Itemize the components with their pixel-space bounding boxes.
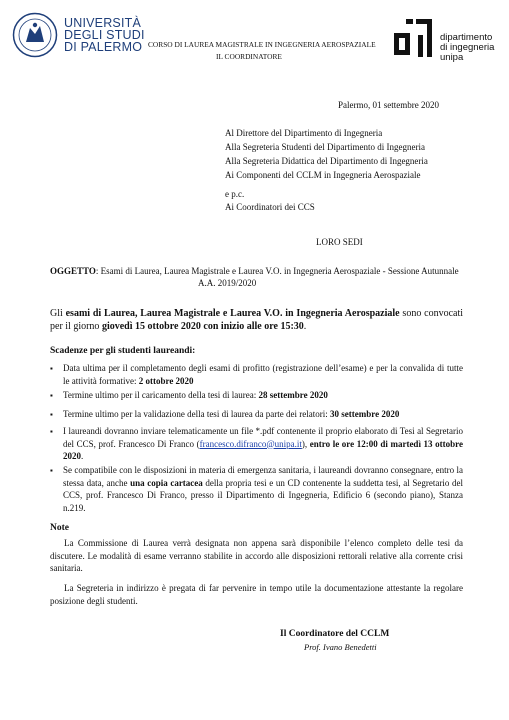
department-name — [440, 33, 494, 63]
date-line: Palermo, 01 settembre 2020 — [338, 100, 439, 110]
deadline-text: Se compatibile con le disposizioni in materia di emergenza sanitaria, i laureandi dovranno consegnare, entro la stessa data, anche — [63, 465, 463, 488]
deadline-date: 2 ottobre 2020 — [138, 375, 194, 386]
deadline-date: entro le ore 12:00 di martedì 13 ottobre 2020 — [63, 438, 463, 461]
department-name-line: di ingegneria — [440, 42, 495, 53]
bullet-icon — [50, 411, 56, 417]
addressee: Al Direttore del Dipartimento di Ingegneria — [225, 128, 383, 138]
intro-bold: esami di Laurea, Laurea Magistrale e Laurea V.O. in Ingegneria Aerospaziale — [65, 308, 400, 319]
bullet-icon — [50, 428, 56, 434]
deadline-text: Data ultima per il completamento degli esami di profitto (registrazione dell’esame) e per la convalida di tutte le attività formative: — [63, 363, 463, 386]
deadline-date: 30 settembre 2020 — [330, 409, 400, 419]
department-logo — [392, 15, 494, 63]
intro-date: giovedì 15 ottobre 2020 con inizio alle ore 15:30 — [101, 321, 304, 332]
deadline-text: . — [81, 451, 84, 461]
deadline-item — [63, 408, 463, 421]
deadline-item — [63, 362, 463, 387]
cc-label: e p.c. — [225, 189, 245, 199]
deadline-text: Termine ultimo per il caricamento della tesi di laurea: — [63, 390, 259, 400]
university-logo — [12, 12, 145, 58]
deadline-item — [63, 425, 463, 463]
loro-sedi: LORO SEDI — [316, 237, 363, 247]
signature-role: Il Coordinatore del CCLM — [280, 629, 390, 639]
course-title: CORSO DI LAUREA MAGISTRALE IN INGEGNERIA AEROSPAZIALE — [148, 40, 376, 49]
note-paragraph: La Commissione di Laurea verrà designata non appena sarà disponibile l’elenco completo delle tesi da discutere. Le modalità di esame verranno stabilite in accordo alle disposizioni rettorali relative alla corrente crisi sanitaria. — [50, 538, 463, 573]
deadline-text: Termine ultimo per la validazione della tesi di laurea da parte dei relatori: — [63, 409, 331, 419]
deadline-text: I laureandi dovranno inviare telematicamente un file *.pdf contenente il proprio elaborato di Tesi al Segretario del CCS, prof. Francesco Di Franco ( — [63, 426, 463, 449]
signature-name: Prof. Ivano Benedetti — [304, 642, 377, 652]
cc-addressee: Ai Coordinatori dei CCS — [225, 202, 315, 212]
bullet-icon — [50, 392, 56, 398]
addressee: Alla Segreteria Studenti del Dipartimento di Ingegneria — [225, 142, 425, 152]
note-paragraph: La Segreteria in indirizzo è pregata di far pervenire in tempo utile la documentazione attestante la regolare posizione degli studenti. — [50, 583, 463, 606]
department-name-line: dipartimento — [440, 32, 493, 43]
deadline-item — [63, 464, 463, 514]
department-mark-icon — [392, 15, 434, 63]
bullet-icon — [50, 365, 56, 371]
university-name-line: DEGLI STUDI — [64, 28, 145, 42]
deadline-text: ), — [301, 438, 310, 449]
email-link[interactable]: francesco.difranco@unipa.it — [199, 438, 302, 449]
intro-text: . — [303, 321, 307, 332]
university-name-line: DI PALERMO — [64, 40, 143, 54]
subject-label: OGGETTO — [50, 266, 96, 276]
addressee: Alla Segreteria Didattica del Dipartimento di Ingegneria — [225, 156, 428, 166]
note-title: Note — [50, 523, 69, 533]
deadline-bold: una copia cartacea — [130, 477, 203, 488]
bullet-icon — [50, 467, 56, 473]
coordinator-title: IL COORDINATORE — [216, 52, 282, 61]
university-seal-icon — [12, 12, 58, 58]
deadlines-title: Scadenze per gli studenti laureandi: — [50, 346, 196, 356]
deadline-item — [63, 389, 463, 402]
deadline-text: della propria tesi e un CD contenente la suddetta tesi, al Segretario del CCS, prof. Francesco Di Franco, presso il Dipartimento di Ingegneria, Edificio 6 (secondo piano), Stanza n.219. — [63, 477, 463, 513]
university-name — [64, 17, 145, 53]
intro-text: Gli — [50, 308, 66, 319]
deadline-date: 28 settembre 2020 — [258, 390, 328, 400]
intro-paragraph — [50, 307, 463, 333]
subject-year: A.A. 2019/2020 — [198, 278, 257, 288]
intro-text: sono convocati per il giorno — [50, 308, 464, 332]
subject-text: : Esami di Laurea, Laurea Magistrale e Laurea V.O. in Ingegneria Aerospaziale - Sessione Autunnale — [95, 266, 459, 276]
university-name-line: UNIVERSITÀ — [64, 16, 142, 30]
subject-line — [50, 265, 459, 277]
department-name-line: unipa — [440, 52, 464, 63]
addressee: Ai Componenti del CCLM in Ingegneria Aerospaziale — [225, 170, 421, 180]
